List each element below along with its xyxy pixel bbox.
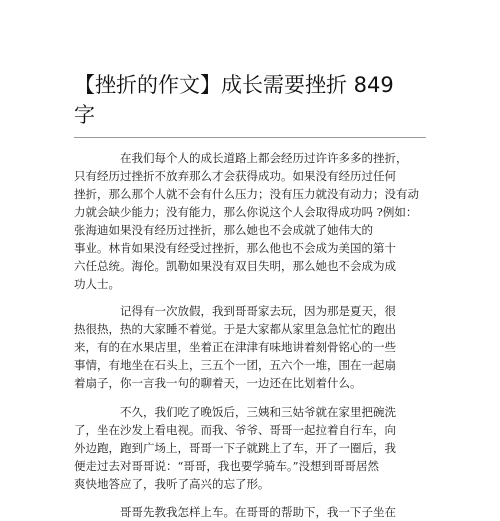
text-line: 外边跑，跑到广场上，哥哥一下子就跳上了车，开了一圈后，我 (74, 441, 396, 455)
text-line: 着扇子，你一言我一句的聊着天，一边还在比划着什么。 (74, 376, 362, 390)
paragraph-1 (74, 149, 434, 239)
text-line: 哥哥先教我怎样上车。在哥哥的帮助下，我一下子坐在 (120, 505, 396, 519)
text-line: 功人士。 (74, 277, 120, 291)
title-divider (74, 137, 426, 138)
document-title (74, 70, 434, 130)
text-line: 不久，我们吃了晚饭后，三姨和三姑爷就在家里把碗洗 (120, 405, 396, 419)
text-line: 事业。林肯如果没有经受过挫折，那么他也不会成为美国的第十 (74, 241, 396, 255)
text-line: 力就会缺少能力；没有能力，那么你说这个人会取得成功吗 ?例如： (74, 205, 418, 219)
text-line: 了，坐在沙发上看电视。而我、爷爷、哥哥一起拉着自行车，向 (74, 423, 396, 437)
paragraph-3 (74, 302, 434, 392)
text-line: 只有经历过挫折不放弃那么才会获得成功。如果没有经历过任何 (74, 169, 396, 183)
paragraph-2 (74, 239, 434, 293)
text-line: 六任总统。海伦。凯勒如果没有双目失明，那么她也不会成为成 (74, 259, 396, 273)
title-line-1: 【挫折的作文】成长需要挫折 849 (74, 73, 394, 97)
text-line: 来，有的在水果店里，坐着正在津津有味地讲着刻骨铭心的一些 (74, 340, 396, 354)
paragraph-5 (74, 503, 434, 521)
text-line: 记得有一次放假，我到哥哥家去玩，因为那是夏天，很 (120, 304, 396, 318)
text-line: 挫折，那么那个人就不会有什么压力；没有压力就没有动力；没有动 (74, 187, 419, 201)
text-line: 事情，有地坐在石头上，三五个一团，五六个一堆，围在一起扇 (74, 358, 396, 372)
text-line: 便走过去对哥哥说：“哥哥，我也要学骑车。”没想到哥哥居然 (74, 459, 380, 473)
paragraph-4 (74, 403, 434, 493)
title-line-2: 字 (74, 103, 95, 127)
text-line: 热很热，热的大家睡不着觉。于是大家都从家里急急忙忙的跑出 (74, 322, 396, 336)
text-line: 在我们每个人的成长道路上都会经历过许许多多的挫折， (120, 151, 408, 165)
text-line: 爽快地答应了，我听了高兴的忘了形。 (74, 477, 270, 491)
text-line: 张海迪如果没有经历过挫折，那么她也不会成就了她伟大的 (74, 223, 373, 237)
